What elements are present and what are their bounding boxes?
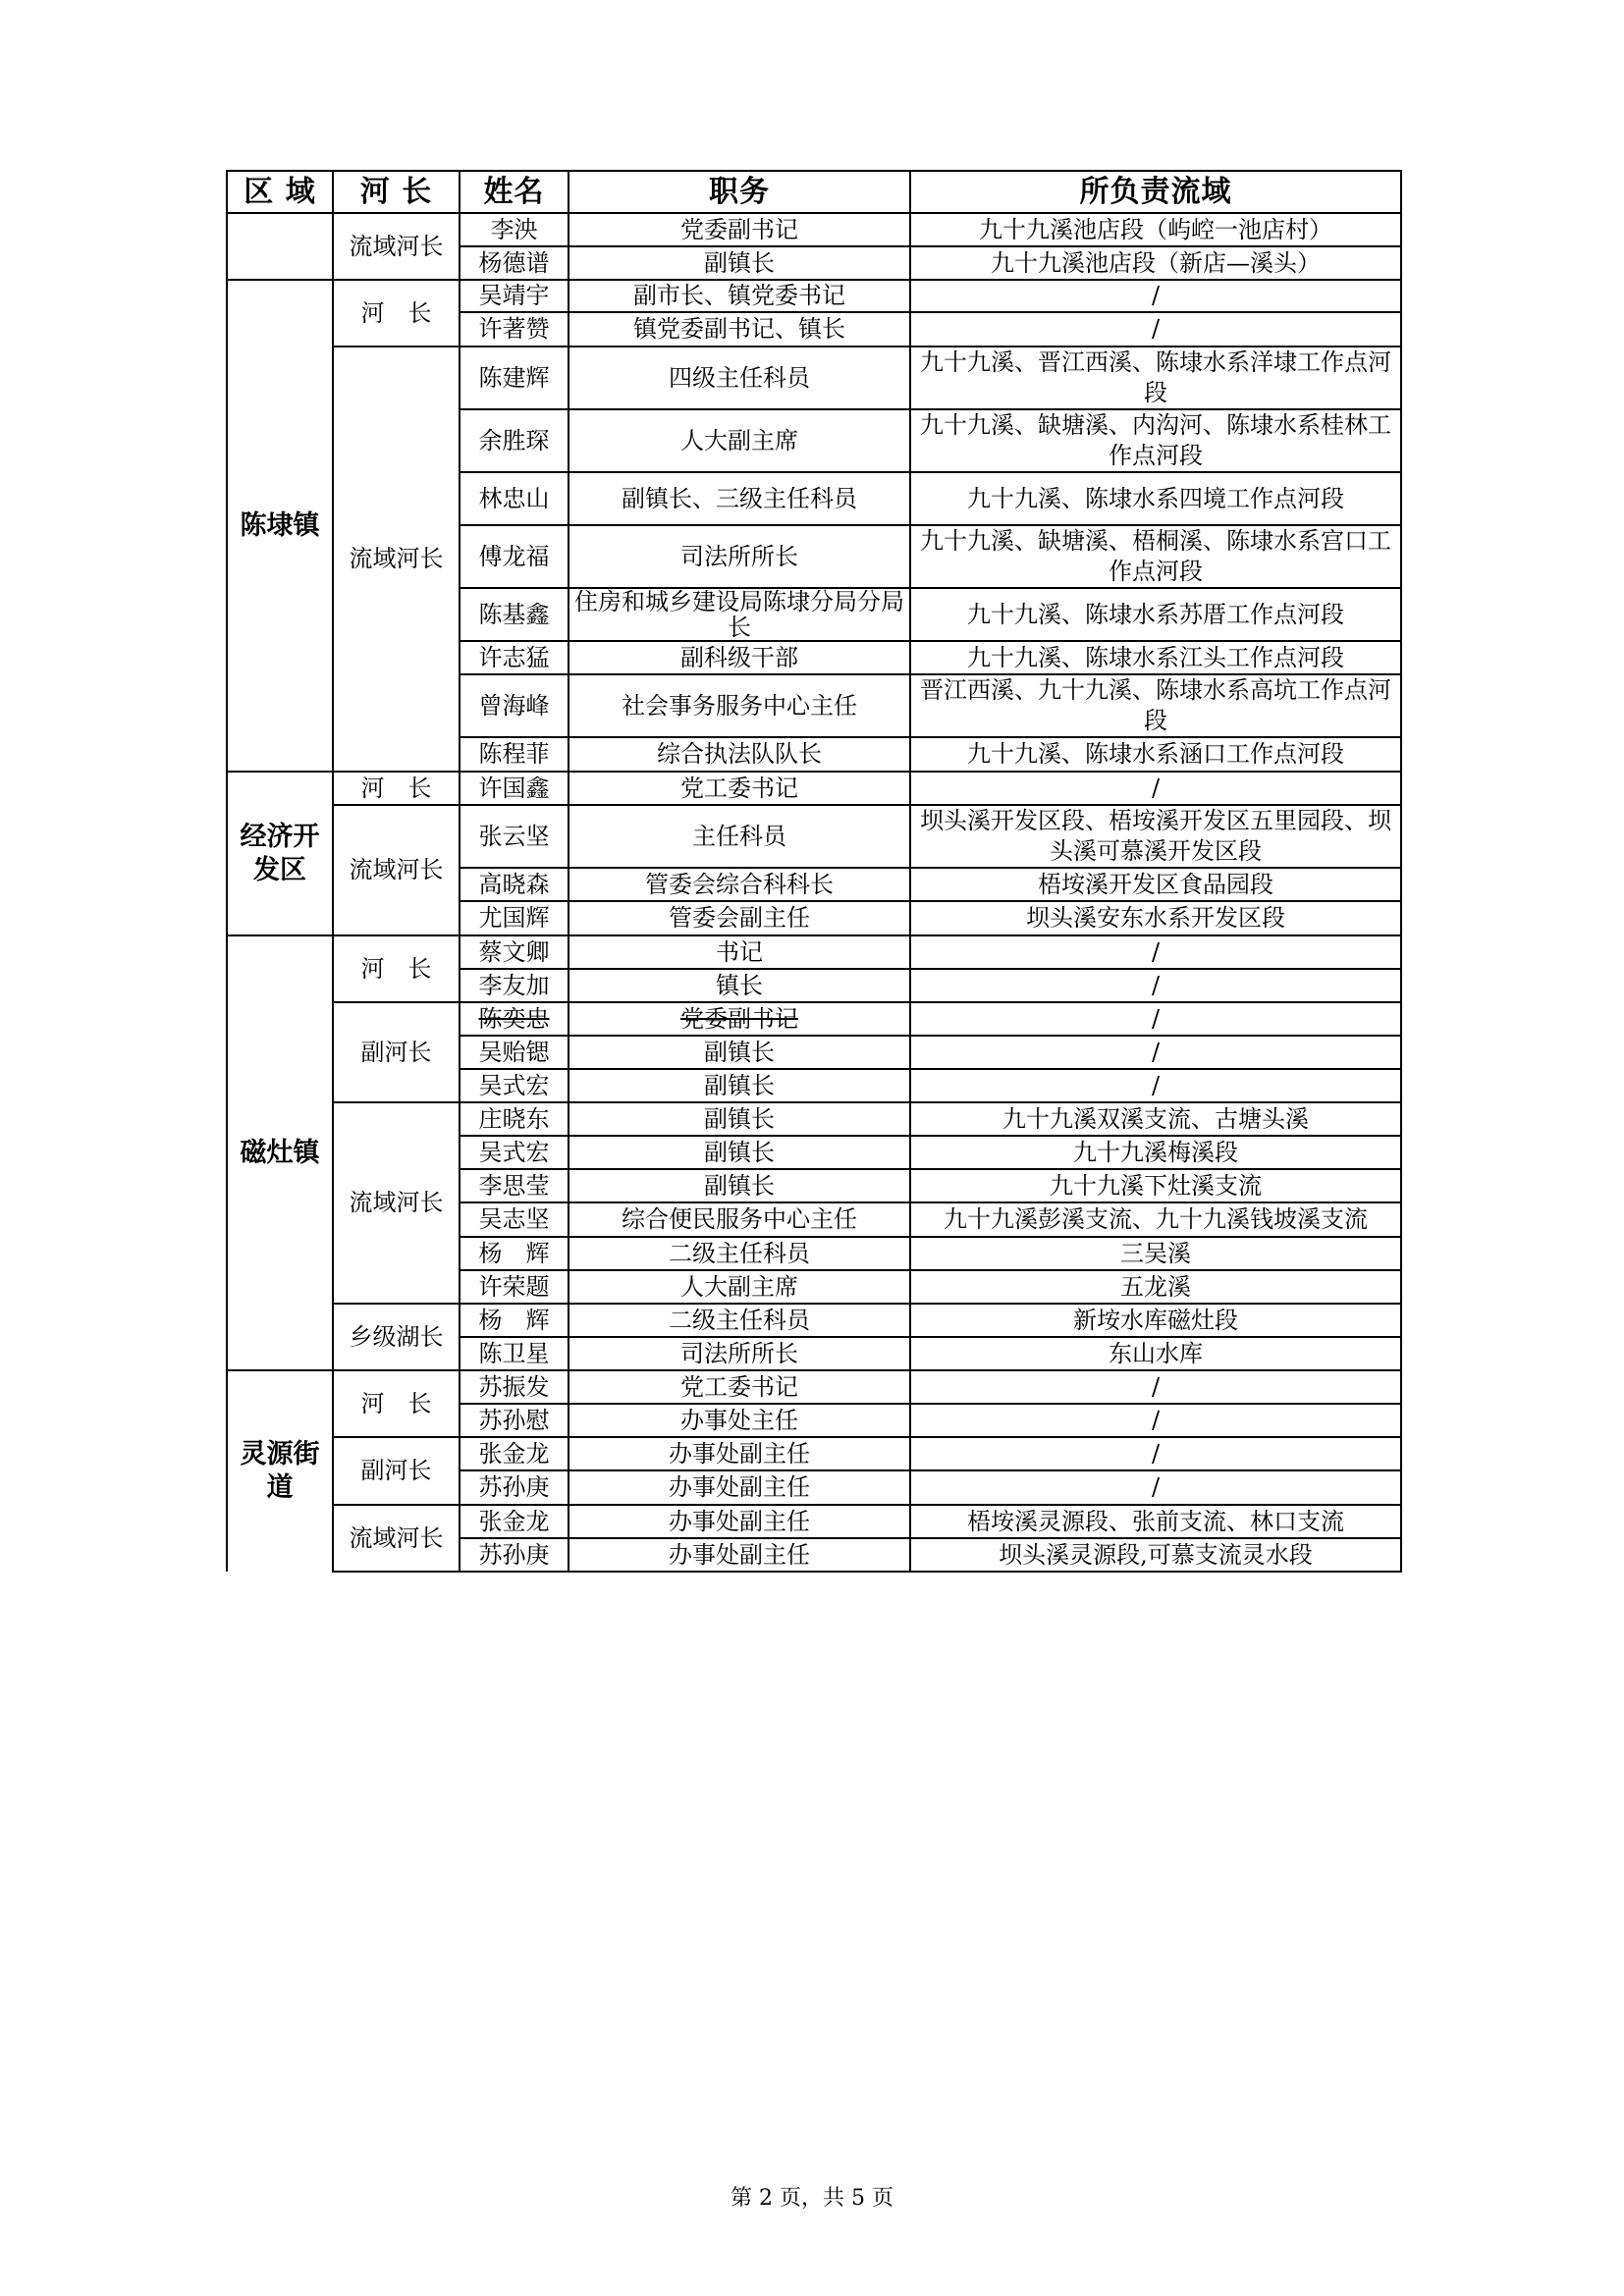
duty-cell: 管委会综合科科长: [568, 868, 910, 901]
basin-cell: 坝头溪开发区段、梧垵溪开发区五里园段、坝头溪可慕溪开发区段: [910, 805, 1401, 868]
chief-role-cell: 流域河长: [333, 347, 460, 772]
basin-cell: 梧垵溪开发区食品园段: [910, 868, 1401, 901]
duty-cell: 办事处副主任: [568, 1470, 910, 1505]
duty-cell: 副镇长: [568, 1102, 910, 1136]
duty-cell: 综合执法队队长: [568, 737, 910, 772]
name-cell: 李泱: [460, 213, 568, 246]
table-row: [227, 1505, 1401, 1538]
duty-cell: 人大副主席: [568, 409, 910, 472]
duty-cell: 党工委书记: [568, 772, 910, 805]
duty-cell: 副镇长: [568, 246, 910, 280]
basin-cell: 九十九溪池店段（新店—溪头）: [910, 246, 1401, 280]
basin-cell: 东山水库: [910, 1337, 1401, 1370]
duty-cell: 镇长: [568, 969, 910, 1002]
basin-cell: 坝头溪安东水系开发区段: [910, 901, 1401, 935]
duty-cell: 二级主任科员: [568, 1304, 910, 1337]
duty-cell: 住房和城乡建设局陈埭分局分局长: [568, 588, 910, 641]
duty-cell: 副市长、镇党委书记: [568, 280, 910, 312]
name-cell: 吴贻锶: [460, 1036, 568, 1069]
name-cell: 蔡文卿: [460, 935, 568, 969]
name-cell: 苏孙慰: [460, 1404, 568, 1437]
chief-role-cell: 流域河长: [333, 805, 460, 935]
chief-role-cell: 乡级湖长: [333, 1304, 460, 1370]
basin-cell: 九十九溪、陈埭水系涵口工作点河段: [910, 737, 1401, 772]
name-cell: 余胜琛: [460, 409, 568, 472]
name-cell: 李友加: [460, 969, 568, 1002]
name-cell: 张金龙: [460, 1505, 568, 1538]
name-cell: 吴志坚: [460, 1202, 568, 1237]
name-cell: 陈奕忠: [460, 1002, 568, 1036]
basin-cell: 三吴溪: [910, 1237, 1401, 1270]
chief-role-cell: 副河长: [333, 1437, 460, 1505]
basin-cell: /: [910, 1437, 1401, 1470]
table-row: [227, 213, 1401, 246]
basin-cell: 九十九溪、陈埭水系苏厝工作点河段: [910, 588, 1401, 641]
duty-cell: 副镇长: [568, 1136, 910, 1169]
name-cell: 傅龙福: [460, 525, 568, 588]
name-cell: 许荣题: [460, 1270, 568, 1304]
duty-cell: 办事处副主任: [568, 1505, 910, 1538]
basin-cell: /: [910, 1370, 1401, 1404]
duty-cell: 管委会副主任: [568, 901, 910, 935]
table-row: [227, 935, 1401, 969]
header-duty: 职务: [568, 171, 910, 213]
basin-cell: 晋江西溪、九十九溪、陈埭水系高坑工作点河段: [910, 674, 1401, 737]
region-cell: 陈埭镇: [227, 280, 333, 772]
duty-cell: 党委副书记: [568, 1002, 910, 1036]
name-cell: 张云坚: [460, 805, 568, 868]
basin-cell: /: [910, 1470, 1401, 1505]
name-cell: 许著赞: [460, 312, 568, 347]
chief-role-cell: 河 长: [333, 935, 460, 1002]
name-cell: 许志猛: [460, 641, 568, 674]
name-cell: 李思莹: [460, 1169, 568, 1202]
basin-cell: 九十九溪、缺塘溪、内沟河、陈埭水系桂林工作点河段: [910, 409, 1401, 472]
name-cell: 吴式宏: [460, 1136, 568, 1169]
page-footer: 第 2 页，共 5 页: [731, 2186, 893, 2211]
basin-cell: 五龙溪: [910, 1270, 1401, 1304]
duty-cell: 社会事务服务中心主任: [568, 674, 910, 737]
name-cell: 吴式宏: [460, 1069, 568, 1102]
duty-cell: 办事处副主任: [568, 1538, 910, 1572]
basin-cell: 九十九溪、缺塘溪、梧桐溪、陈埭水系宫口工作点河段: [910, 525, 1401, 588]
basin-cell: 九十九溪池店段（屿崆一池店村）: [910, 213, 1401, 246]
name-cell: 苏孙庚: [460, 1470, 568, 1505]
table-row: [227, 1370, 1401, 1404]
duty-cell: 主任科员: [568, 805, 910, 868]
name-cell: 陈程菲: [460, 737, 568, 772]
basin-cell: 九十九溪下灶溪支流: [910, 1169, 1401, 1202]
table-row: [227, 280, 1401, 312]
basin-cell: /: [910, 1404, 1401, 1437]
name-cell: 许国鑫: [460, 772, 568, 805]
duty-cell: 办事处副主任: [568, 1437, 910, 1470]
name-cell: 杨 辉: [460, 1237, 568, 1270]
chief-role-cell: 河 长: [333, 1370, 460, 1437]
basin-cell: /: [910, 772, 1401, 805]
name-cell: 苏孙庚: [460, 1538, 568, 1572]
duty-cell: 四级主任科员: [568, 347, 910, 409]
basin-cell: 九十九溪彭溪支流、九十九溪钱坡溪支流: [910, 1202, 1401, 1237]
table-body: [227, 171, 1401, 1572]
duty-cell: 书记: [568, 935, 910, 969]
duty-cell: 副镇长: [568, 1069, 910, 1102]
basin-cell: 坝头溪灵源段,可慕支流灵水段: [910, 1538, 1401, 1572]
region-cell: [227, 213, 333, 280]
river-chief-table: [226, 170, 1402, 1573]
duty-cell: 司法所所长: [568, 1337, 910, 1370]
duty-cell: 司法所所长: [568, 525, 910, 588]
name-cell: 杨 辉: [460, 1304, 568, 1337]
region-cell: 灵源街道: [227, 1370, 333, 1572]
name-cell: 陈建辉: [460, 347, 568, 409]
duty-cell: 副科级干部: [568, 641, 910, 674]
basin-cell: 九十九溪双溪支流、古塘头溪: [910, 1102, 1401, 1136]
duty-cell: 人大副主席: [568, 1270, 910, 1304]
name-cell: 曾海峰: [460, 674, 568, 737]
table-row: [227, 1437, 1401, 1470]
table-row: [227, 1002, 1401, 1036]
name-cell: 陈基鑫: [460, 588, 568, 641]
name-cell: 尤国辉: [460, 901, 568, 935]
basin-cell: /: [910, 1036, 1401, 1069]
duty-cell: 综合便民服务中心主任: [568, 1202, 910, 1237]
name-cell: 陈卫星: [460, 1337, 568, 1370]
table-row: [227, 1102, 1401, 1136]
region-cell: 经济开发区: [227, 772, 333, 935]
table-row: [227, 1304, 1401, 1337]
table-row: [227, 772, 1401, 805]
name-cell: 张金龙: [460, 1437, 568, 1470]
basin-cell: 梧垵溪灵源段、张前支流、林口支流: [910, 1505, 1401, 1538]
table-row: [227, 805, 1401, 868]
basin-cell: 九十九溪梅溪段: [910, 1136, 1401, 1169]
duty-cell: 办事处主任: [568, 1404, 910, 1437]
region-cell: 磁灶镇: [227, 935, 333, 1370]
name-cell: 庄晓东: [460, 1102, 568, 1136]
duty-cell: 镇党委副书记、镇长: [568, 312, 910, 347]
basin-cell: /: [910, 280, 1401, 312]
table-row: [227, 347, 1401, 409]
basin-cell: /: [910, 969, 1401, 1002]
basin-cell: 九十九溪、陈埭水系江头工作点河段: [910, 641, 1401, 674]
header-name: 姓名: [460, 171, 568, 213]
basin-cell: /: [910, 1069, 1401, 1102]
chief-role-cell: 河 长: [333, 772, 460, 805]
chief-role-cell: 流域河长: [333, 213, 460, 280]
basin-cell: /: [910, 935, 1401, 969]
chief-role-cell: 流域河长: [333, 1102, 460, 1304]
header-region: 区 域: [227, 171, 333, 213]
basin-cell: /: [910, 1002, 1401, 1036]
name-cell: 高晓森: [460, 868, 568, 901]
header-basin: 所负责流域: [910, 171, 1401, 213]
chief-role-cell: 流域河长: [333, 1505, 460, 1572]
duty-cell: 副镇长、三级主任科员: [568, 472, 910, 525]
basin-cell: /: [910, 312, 1401, 347]
table-header-row: [227, 171, 1401, 213]
name-cell: 吴靖宇: [460, 280, 568, 312]
basin-cell: 九十九溪、晋江西溪、陈埭水系洋埭工作点河段: [910, 347, 1401, 409]
name-cell: 杨德谱: [460, 246, 568, 280]
duty-cell: 二级主任科员: [568, 1237, 910, 1270]
header-chief: 河 长: [333, 171, 460, 213]
name-cell: 苏振发: [460, 1370, 568, 1404]
duty-cell: 党委副书记: [568, 213, 910, 246]
chief-role-cell: 河 长: [333, 280, 460, 347]
chief-role-cell: 副河长: [333, 1002, 460, 1102]
duty-cell: 党工委书记: [568, 1370, 910, 1404]
duty-cell: 副镇长: [568, 1169, 910, 1202]
name-cell: 林忠山: [460, 472, 568, 525]
basin-cell: 九十九溪、陈埭水系四境工作点河段: [910, 472, 1401, 525]
duty-cell: 副镇长: [568, 1036, 910, 1069]
basin-cell: 新垵水库磁灶段: [910, 1304, 1401, 1337]
